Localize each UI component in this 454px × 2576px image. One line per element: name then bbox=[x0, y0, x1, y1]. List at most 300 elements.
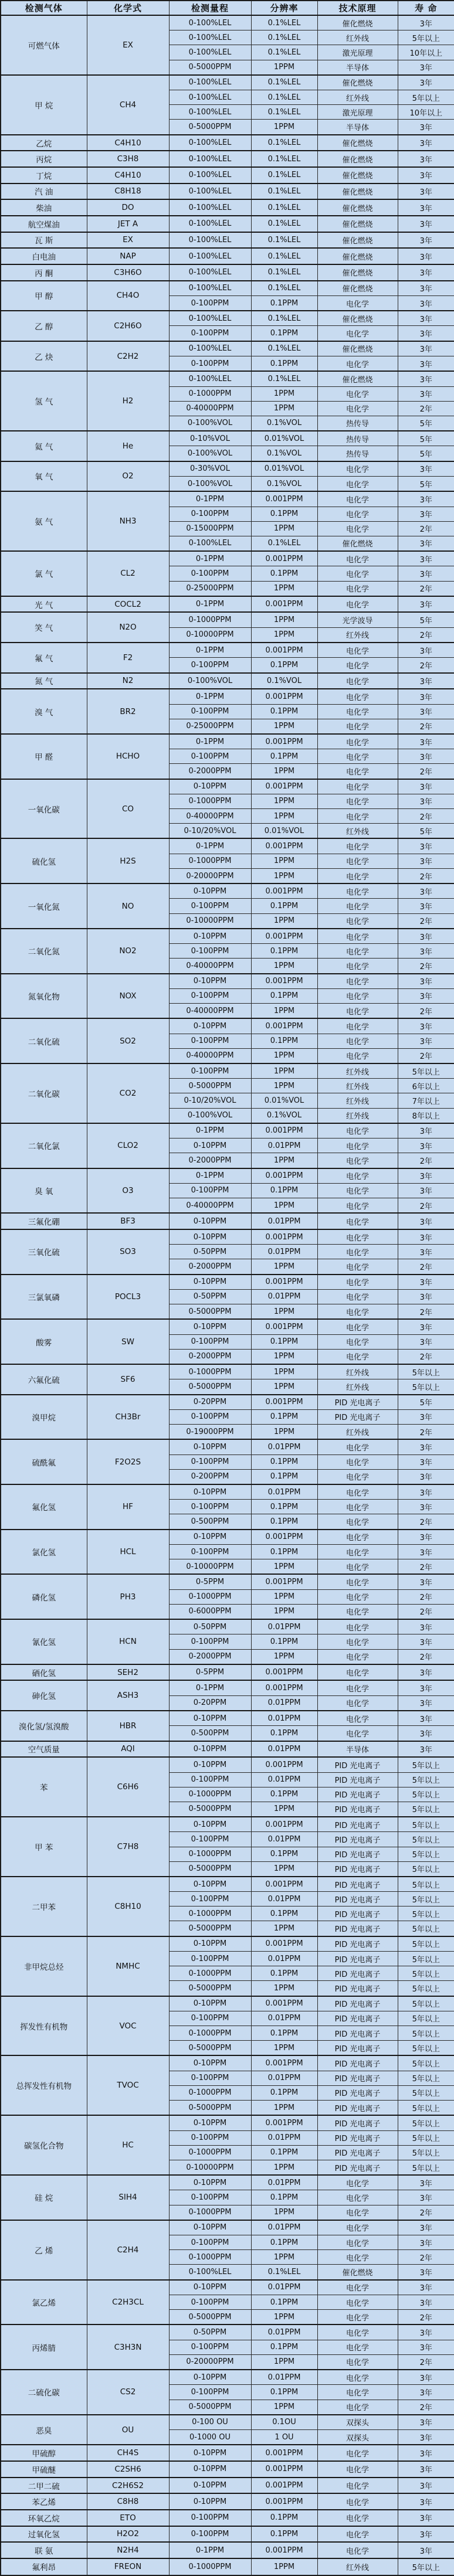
resolution-cell: 0.01PPM bbox=[251, 1892, 317, 1906]
column-header-resolution: 分辨率 bbox=[251, 1, 317, 15]
table-row bbox=[1, 1484, 454, 1500]
formula-cell: ASH3 bbox=[87, 1680, 169, 1711]
principle-cell: 电化学 bbox=[317, 2461, 398, 2478]
formula-cell: C8H10 bbox=[87, 1877, 169, 1936]
formula-cell: N2O bbox=[87, 612, 169, 643]
range-cell: 0-2000PPM bbox=[169, 1349, 251, 1364]
principle-cell: PID 光电离子 bbox=[317, 2055, 398, 2071]
range-cell: 0-10PPM bbox=[169, 1996, 251, 2011]
lifespan-cell: 2年 bbox=[398, 521, 454, 536]
lifespan-cell: 3年 bbox=[398, 794, 454, 808]
range-cell: 0-100PPM bbox=[169, 295, 251, 311]
formula-cell: CS2 bbox=[87, 2370, 169, 2415]
gas-name-cell: 甲 烷 bbox=[1, 75, 87, 135]
range-cell: 0-25000PPM bbox=[169, 719, 251, 734]
range-cell: 0-10PPM bbox=[169, 2493, 251, 2510]
lifespan-cell: 3年 bbox=[398, 60, 454, 75]
principle-cell: 半导体 bbox=[317, 60, 398, 75]
lifespan-cell: 3年 bbox=[398, 135, 454, 151]
formula-cell: SO2 bbox=[87, 1018, 169, 1063]
lifespan-cell: 5年 bbox=[398, 416, 454, 431]
lifespan-cell: 2年 bbox=[398, 1589, 454, 1604]
resolution-cell: 0.1%VOL bbox=[251, 416, 317, 431]
range-cell: 0-5000PPM bbox=[169, 1802, 251, 1817]
resolution-cell: 1PPM bbox=[251, 809, 317, 824]
principle-cell: 催化燃烧 bbox=[317, 281, 398, 296]
gas-name-cell: 氧 气 bbox=[1, 461, 87, 492]
principle-cell: 电化学 bbox=[317, 899, 398, 913]
principle-cell: 电化学 bbox=[317, 1544, 398, 1559]
lifespan-cell: 3年 bbox=[398, 1680, 454, 1695]
lifespan-cell: 2年 bbox=[398, 581, 454, 596]
lifespan-cell: 3年 bbox=[398, 1500, 454, 1514]
resolution-cell: 0.01PPM bbox=[251, 1439, 317, 1454]
range-cell: 0-100 OU bbox=[169, 2415, 251, 2430]
range-cell: 0-5000PPM bbox=[169, 2310, 251, 2325]
resolution-cell: 0.1PPM bbox=[251, 1034, 317, 1048]
resolution-cell: 0.1PPM bbox=[251, 1514, 317, 1530]
table-row bbox=[1, 929, 454, 944]
principle-cell: 电化学 bbox=[317, 794, 398, 808]
formula-cell: C2H3CL bbox=[87, 2280, 169, 2325]
gas-name-cell: 光 气 bbox=[1, 596, 87, 613]
resolution-cell: 1PPM bbox=[251, 794, 317, 808]
resolution-cell: 0.1PPM bbox=[251, 2145, 317, 2160]
principle-cell: PID 光电离子 bbox=[317, 2130, 398, 2145]
formula-cell: C3H3N bbox=[87, 2324, 169, 2370]
range-cell: 0-10%VOL bbox=[169, 431, 251, 446]
lifespan-cell: 3年 bbox=[398, 1245, 454, 1259]
range-cell: 0-1000PPM bbox=[169, 2145, 251, 2160]
gas-name-cell: 酸雾 bbox=[1, 1319, 87, 1364]
lifespan-cell: 3年 bbox=[398, 1664, 454, 1681]
table-row bbox=[1, 2115, 454, 2130]
resolution-cell: 0.01PPM bbox=[251, 2130, 317, 2145]
range-cell: 0-1000PPM bbox=[169, 794, 251, 808]
resolution-cell: 0.01PPM bbox=[251, 1711, 317, 1726]
range-cell: 0-1PPM bbox=[169, 734, 251, 749]
principle-cell: 电化学 bbox=[317, 734, 398, 749]
range-cell: 0-5000PPM bbox=[169, 2041, 251, 2056]
resolution-cell: 0.1PPM bbox=[251, 2295, 317, 2309]
principle-cell: 电化学 bbox=[317, 2542, 398, 2558]
gas-name-cell: 丁烷 bbox=[1, 167, 87, 183]
resolution-cell: 1PPM bbox=[251, 1349, 317, 1364]
resolution-cell: 1PPM bbox=[251, 2354, 317, 2370]
resolution-cell: 1PPM bbox=[251, 120, 317, 135]
gas-name-cell: 乙 炔 bbox=[1, 341, 87, 372]
lifespan-cell: 8年以上 bbox=[398, 1108, 454, 1123]
lifespan-cell: 3年 bbox=[398, 1619, 454, 1634]
formula-cell: POCL3 bbox=[87, 1275, 169, 1320]
principle-cell: 电化学 bbox=[317, 1726, 398, 1741]
lifespan-cell: 3年 bbox=[398, 1726, 454, 1741]
range-cell: 0-100PPM bbox=[169, 2190, 251, 2205]
range-cell: 0-1000PPM bbox=[169, 854, 251, 868]
resolution-cell: 0.1PPM bbox=[251, 1334, 317, 1349]
table-row bbox=[1, 2324, 454, 2340]
table-row bbox=[1, 1018, 454, 1034]
principle-cell: 电化学 bbox=[317, 1530, 398, 1545]
range-cell: 0-100PPM bbox=[169, 749, 251, 764]
formula-cell: NAP bbox=[87, 248, 169, 264]
formula-cell: C2H4 bbox=[87, 2220, 169, 2280]
principle-cell: 电化学 bbox=[317, 719, 398, 734]
lifespan-cell: 3年 bbox=[398, 326, 454, 341]
formula-cell: CO bbox=[87, 779, 169, 839]
principle-cell: 红外线 bbox=[317, 627, 398, 643]
gas-name-cell: 氢 气 bbox=[1, 371, 87, 431]
lifespan-cell: 2年 bbox=[398, 1198, 454, 1213]
resolution-cell: 0.001PPM bbox=[251, 1877, 317, 1892]
formula-cell: C2H6S2 bbox=[87, 2478, 169, 2494]
gas-name-cell: 氟利昂 bbox=[1, 2558, 87, 2575]
formula-cell: C8H18 bbox=[87, 183, 169, 200]
principle-cell: 电化学 bbox=[317, 1153, 398, 1168]
range-cell: 0-100PPM bbox=[169, 2510, 251, 2526]
lifespan-cell: 2年 bbox=[398, 2400, 454, 2415]
formula-cell: N2 bbox=[87, 673, 169, 689]
range-cell: 0-1000PPM bbox=[169, 1364, 251, 1379]
lifespan-cell: 3年 bbox=[398, 596, 454, 613]
formula-cell: F2O2S bbox=[87, 1439, 169, 1484]
principle-cell: 电化学 bbox=[317, 1123, 398, 1139]
resolution-cell: 0.1PPM bbox=[251, 749, 317, 764]
principle-cell: 电化学 bbox=[317, 295, 398, 311]
gas-name-cell: 联 氨 bbox=[1, 2542, 87, 2558]
resolution-cell: 1PPM bbox=[251, 60, 317, 75]
lifespan-cell: 3年 bbox=[398, 75, 454, 90]
lifespan-cell: 3年 bbox=[398, 507, 454, 521]
formula-cell: OU bbox=[87, 2415, 169, 2445]
resolution-cell: 0.001PPM bbox=[251, 1123, 317, 1139]
range-cell: 0-5000PPM bbox=[169, 2101, 251, 2116]
principle-cell: 电化学 bbox=[317, 581, 398, 596]
principle-cell: 双探头 bbox=[317, 2415, 398, 2430]
lifespan-cell: 3年 bbox=[398, 1574, 454, 1589]
principle-cell: 电化学 bbox=[317, 491, 398, 507]
lifespan-cell: 3年 bbox=[398, 1334, 454, 1349]
lifespan-cell: 3年 bbox=[398, 2430, 454, 2445]
resolution-cell: 1PPM bbox=[251, 2041, 317, 2056]
resolution-cell: 0.001PPM bbox=[251, 551, 317, 566]
gas-name-cell: 氮 气 bbox=[1, 673, 87, 689]
principle-cell: 红外线 bbox=[317, 2558, 398, 2575]
resolution-cell: 0.01PPM bbox=[251, 1484, 317, 1500]
lifespan-cell: 5年以上 bbox=[398, 1832, 454, 1847]
lifespan-cell: 3年 bbox=[398, 1741, 454, 1758]
gas-name-cell: 二氧化氯 bbox=[1, 1123, 87, 1168]
range-cell: 0-100%LEL bbox=[169, 536, 251, 551]
table-row bbox=[1, 75, 454, 90]
lifespan-cell: 2年 bbox=[398, 1559, 454, 1575]
principle-cell: 电化学 bbox=[317, 1559, 398, 1575]
principle-cell: 电化学 bbox=[317, 1619, 398, 1634]
resolution-cell: 1PPM bbox=[251, 2310, 317, 2325]
resolution-cell: 1PPM bbox=[251, 1304, 317, 1320]
formula-cell: SEH2 bbox=[87, 1664, 169, 1681]
table-header bbox=[1, 1, 454, 15]
formula-cell: NMHC bbox=[87, 1936, 169, 1996]
principle-cell: 催化燃烧 bbox=[317, 248, 398, 264]
resolution-cell: 0.1%VOL bbox=[251, 476, 317, 491]
gas-name-cell: 甲硫醚 bbox=[1, 2461, 87, 2478]
resolution-cell: 1PPM bbox=[251, 1079, 317, 1093]
gas-name-cell: 丙烷 bbox=[1, 151, 87, 167]
resolution-cell: 0.1%LEL bbox=[251, 2265, 317, 2280]
formula-cell: C7H8 bbox=[87, 1817, 169, 1877]
principle-cell: 电化学 bbox=[317, 461, 398, 477]
formula-cell: He bbox=[87, 431, 169, 461]
range-cell: 0-10PPM bbox=[169, 1711, 251, 1726]
resolution-cell: 0.001PPM bbox=[251, 734, 317, 749]
range-cell: 0-100PPM bbox=[169, 507, 251, 521]
range-cell: 0-100%VOL bbox=[169, 416, 251, 431]
table-row bbox=[1, 1711, 454, 1726]
formula-cell: SO3 bbox=[87, 1229, 169, 1275]
lifespan-cell: 3年 bbox=[398, 2526, 454, 2543]
gas-name-cell: 磷化氢 bbox=[1, 1574, 87, 1619]
principle-cell: 电化学 bbox=[317, 386, 398, 401]
resolution-cell: 0.001PPM bbox=[251, 1664, 317, 1681]
resolution-cell: 1PPM bbox=[251, 1921, 317, 1936]
gas-name-cell: 过氧化氢 bbox=[1, 2526, 87, 2543]
range-cell: 0-100%LEL bbox=[169, 264, 251, 281]
lifespan-cell: 3年 bbox=[398, 183, 454, 200]
resolution-cell: 0.01PPM bbox=[251, 2175, 317, 2190]
range-cell: 0-100%LEL bbox=[169, 232, 251, 249]
principle-cell: PID 光电离子 bbox=[317, 1787, 398, 1802]
table-row bbox=[1, 2415, 454, 2430]
resolution-cell: 0.001PPM bbox=[251, 2542, 317, 2558]
principle-cell: 电化学 bbox=[317, 2205, 398, 2220]
resolution-cell: 1PPM bbox=[251, 1802, 317, 1817]
gas-name-cell: 乙 烯 bbox=[1, 2220, 87, 2280]
principle-cell: 电化学 bbox=[317, 596, 398, 613]
gas-name-cell: 一氧化碳 bbox=[1, 779, 87, 839]
resolution-cell: 0.1PPM bbox=[251, 1847, 317, 1861]
table-row bbox=[1, 461, 454, 477]
range-cell: 0-5000PPM bbox=[169, 1379, 251, 1395]
table-body bbox=[1, 15, 454, 2575]
lifespan-cell: 3年 bbox=[398, 838, 454, 854]
lifespan-cell: 3年 bbox=[398, 2235, 454, 2250]
lifespan-cell: 3年 bbox=[398, 199, 454, 216]
table-row bbox=[1, 2493, 454, 2510]
resolution-cell: 0.1PPM bbox=[251, 2190, 317, 2205]
principle-cell: 催化燃烧 bbox=[317, 371, 398, 386]
resolution-cell: 0.1%LEL bbox=[251, 167, 317, 183]
lifespan-cell: 3年 bbox=[398, 15, 454, 30]
resolution-cell: 0.1%LEL bbox=[251, 248, 317, 264]
formula-cell: EX bbox=[87, 232, 169, 249]
resolution-cell: 1PPM bbox=[251, 1259, 317, 1275]
range-cell: 0-50PPM bbox=[169, 1289, 251, 1304]
lifespan-cell: 5年以上 bbox=[398, 1847, 454, 1861]
table-row bbox=[1, 341, 454, 356]
range-cell: 0-5PPM bbox=[169, 1664, 251, 1681]
range-cell: 0-5000PPM bbox=[169, 120, 251, 135]
range-cell: 0-10/20%VOL bbox=[169, 1093, 251, 1108]
lifespan-cell: 2年 bbox=[398, 913, 454, 929]
range-cell: 0-20PPM bbox=[169, 1695, 251, 1711]
resolution-cell: 0.001PPM bbox=[251, 1996, 317, 2011]
principle-cell: 电化学 bbox=[317, 401, 398, 416]
resolution-cell: 1PPM bbox=[251, 1649, 317, 1664]
lifespan-cell: 5年以上 bbox=[398, 1877, 454, 1892]
principle-cell: 双探头 bbox=[317, 2430, 398, 2445]
range-cell: 0-10PPM bbox=[169, 779, 251, 794]
resolution-cell: 0.1%LEL bbox=[251, 536, 317, 551]
lifespan-cell: 2年 bbox=[398, 1514, 454, 1530]
range-cell: 0-10PPM bbox=[169, 929, 251, 944]
resolution-cell: 0.1%LEL bbox=[251, 90, 317, 105]
lifespan-cell: 3年 bbox=[398, 536, 454, 551]
range-cell: 0-100%VOL bbox=[169, 446, 251, 461]
resolution-cell: 0.01PPM bbox=[251, 1741, 317, 1758]
lifespan-cell: 2年 bbox=[398, 1649, 454, 1664]
resolution-cell: 0.001PPM bbox=[251, 1574, 317, 1589]
table-row bbox=[1, 15, 454, 30]
formula-cell: C2SH6 bbox=[87, 2461, 169, 2478]
principle-cell: 热传导 bbox=[317, 416, 398, 431]
principle-cell: 电化学 bbox=[317, 1500, 398, 1514]
resolution-cell: 0.1%LEL bbox=[251, 15, 317, 30]
resolution-cell: 0.1%LEL bbox=[251, 264, 317, 281]
principle-cell: 电化学 bbox=[317, 1589, 398, 1604]
lifespan-cell: 3年 bbox=[398, 232, 454, 249]
table-row bbox=[1, 2220, 454, 2235]
formula-cell: PH3 bbox=[87, 1574, 169, 1619]
range-cell: 0-1000PPM bbox=[169, 1787, 251, 1802]
gas-name-cell: 氯乙烯 bbox=[1, 2280, 87, 2325]
principle-cell: 电化学 bbox=[317, 1634, 398, 1649]
formula-cell: F2 bbox=[87, 643, 169, 673]
lifespan-cell: 3年 bbox=[398, 341, 454, 356]
lifespan-cell: 3年 bbox=[398, 2190, 454, 2205]
range-cell: 0-100PPM bbox=[169, 356, 251, 372]
range-cell: 0-100PPM bbox=[169, 1409, 251, 1424]
resolution-cell: 1PPM bbox=[251, 1559, 317, 1575]
resolution-cell: 0.1%LEL bbox=[251, 75, 317, 90]
range-cell: 0-1000PPM bbox=[169, 1906, 251, 1921]
table-row bbox=[1, 167, 454, 183]
principle-cell: 电化学 bbox=[317, 809, 398, 824]
resolution-cell: 0.1PPM bbox=[251, 704, 317, 719]
table-row bbox=[1, 151, 454, 167]
resolution-cell: 0.01PPM bbox=[251, 2324, 317, 2340]
formula-cell: ETO bbox=[87, 2510, 169, 2526]
lifespan-cell: 5年以上 bbox=[398, 2558, 454, 2575]
range-cell: 0-1000PPM bbox=[169, 2205, 251, 2220]
principle-cell: 激光原理 bbox=[317, 45, 398, 60]
resolution-cell: 0.01PPM bbox=[251, 1139, 317, 1153]
table-row bbox=[1, 371, 454, 386]
resolution-cell: 0.01PPM bbox=[251, 1213, 317, 1229]
resolution-cell: 0.1PPM bbox=[251, 356, 317, 372]
formula-cell: H2 bbox=[87, 371, 169, 431]
gas-name-cell: 可燃气体 bbox=[1, 15, 87, 75]
lifespan-cell: 5年以上 bbox=[398, 1787, 454, 1802]
lifespan-cell: 3年 bbox=[398, 120, 454, 135]
gas-name-cell: 六氟化硫 bbox=[1, 1364, 87, 1395]
lifespan-cell: 5年 bbox=[398, 824, 454, 839]
range-cell: 0-2000PPM bbox=[169, 1259, 251, 1275]
lifespan-cell: 3年 bbox=[398, 1469, 454, 1484]
resolution-cell: 0.1%LEL bbox=[251, 341, 317, 356]
principle-cell: 电化学 bbox=[317, 551, 398, 566]
lifespan-cell: 2年 bbox=[398, 1349, 454, 1364]
resolution-cell: 0.01PPM bbox=[251, 1245, 317, 1259]
range-cell: 0-5PPM bbox=[169, 1574, 251, 1589]
table-row bbox=[1, 216, 454, 232]
principle-cell: 电化学 bbox=[317, 1664, 398, 1681]
lifespan-cell: 3年 bbox=[398, 1711, 454, 1726]
range-cell: 0-40000PPM bbox=[169, 401, 251, 416]
principle-cell: 电化学 bbox=[317, 1604, 398, 1619]
range-cell: 0-100PPM bbox=[169, 2526, 251, 2543]
principle-cell: 电化学 bbox=[317, 913, 398, 929]
resolution-cell: 0.001PPM bbox=[251, 2461, 317, 2478]
formula-cell: H2S bbox=[87, 838, 169, 883]
range-cell: 0-10PPM bbox=[169, 2175, 251, 2190]
table-row bbox=[1, 643, 454, 658]
gas-name-cell: 三氟化硼 bbox=[1, 1213, 87, 1229]
range-cell: 0-10PPM bbox=[169, 1319, 251, 1334]
principle-cell: PID 光电离子 bbox=[317, 2115, 398, 2130]
principle-cell: 催化燃烧 bbox=[317, 216, 398, 232]
lifespan-cell: 3年 bbox=[398, 734, 454, 749]
range-cell: 0-1000PPM bbox=[169, 1847, 251, 1861]
range-cell: 0-100PPM bbox=[169, 1183, 251, 1198]
gas-name-cell: 溴甲烷 bbox=[1, 1395, 87, 1440]
principle-cell: PID 光电离子 bbox=[317, 2026, 398, 2041]
principle-cell: 催化燃烧 bbox=[317, 75, 398, 90]
resolution-cell: 1PPM bbox=[251, 1063, 317, 1079]
range-cell: 0-100%LEL bbox=[169, 2265, 251, 2280]
lifespan-cell: 5年以上 bbox=[398, 1861, 454, 1877]
lifespan-cell: 3年 bbox=[398, 216, 454, 232]
lifespan-cell: 3年 bbox=[398, 779, 454, 794]
table-row bbox=[1, 673, 454, 689]
principle-cell: 电化学 bbox=[317, 1454, 398, 1469]
principle-cell: 电化学 bbox=[317, 2445, 398, 2461]
formula-cell: SF6 bbox=[87, 1364, 169, 1395]
resolution-cell: 0.001PPM bbox=[251, 2115, 317, 2130]
resolution-cell: 0.001PPM bbox=[251, 1680, 317, 1695]
lifespan-cell: 3年 bbox=[398, 883, 454, 899]
resolution-cell: 1PPM bbox=[251, 1379, 317, 1395]
lifespan-cell: 5年以上 bbox=[398, 1921, 454, 1936]
gas-name-cell: 氮氧化物 bbox=[1, 974, 87, 1019]
resolution-cell: 0.1%LEL bbox=[251, 151, 317, 167]
range-cell: 0-5000PPM bbox=[169, 1079, 251, 1093]
lifespan-cell: 3年 bbox=[398, 2340, 454, 2354]
principle-cell: 电化学 bbox=[317, 1680, 398, 1695]
range-cell: 0-1000PPM bbox=[169, 2250, 251, 2265]
formula-cell: VOC bbox=[87, 1996, 169, 2056]
resolution-cell: 0.1PPM bbox=[251, 1787, 317, 1802]
lifespan-cell: 3年 bbox=[398, 1034, 454, 1048]
principle-cell: 电化学 bbox=[317, 944, 398, 959]
resolution-cell: 1PPM bbox=[251, 581, 317, 596]
gas-name-cell: 甲硫醇 bbox=[1, 2445, 87, 2461]
gas-name-cell: 航空煤油 bbox=[1, 216, 87, 232]
resolution-cell: 0.01PPM bbox=[251, 2071, 317, 2085]
gas-name-cell: 乙 醇 bbox=[1, 311, 87, 341]
principle-cell: 电化学 bbox=[317, 1018, 398, 1034]
principle-cell: 电化学 bbox=[317, 974, 398, 989]
